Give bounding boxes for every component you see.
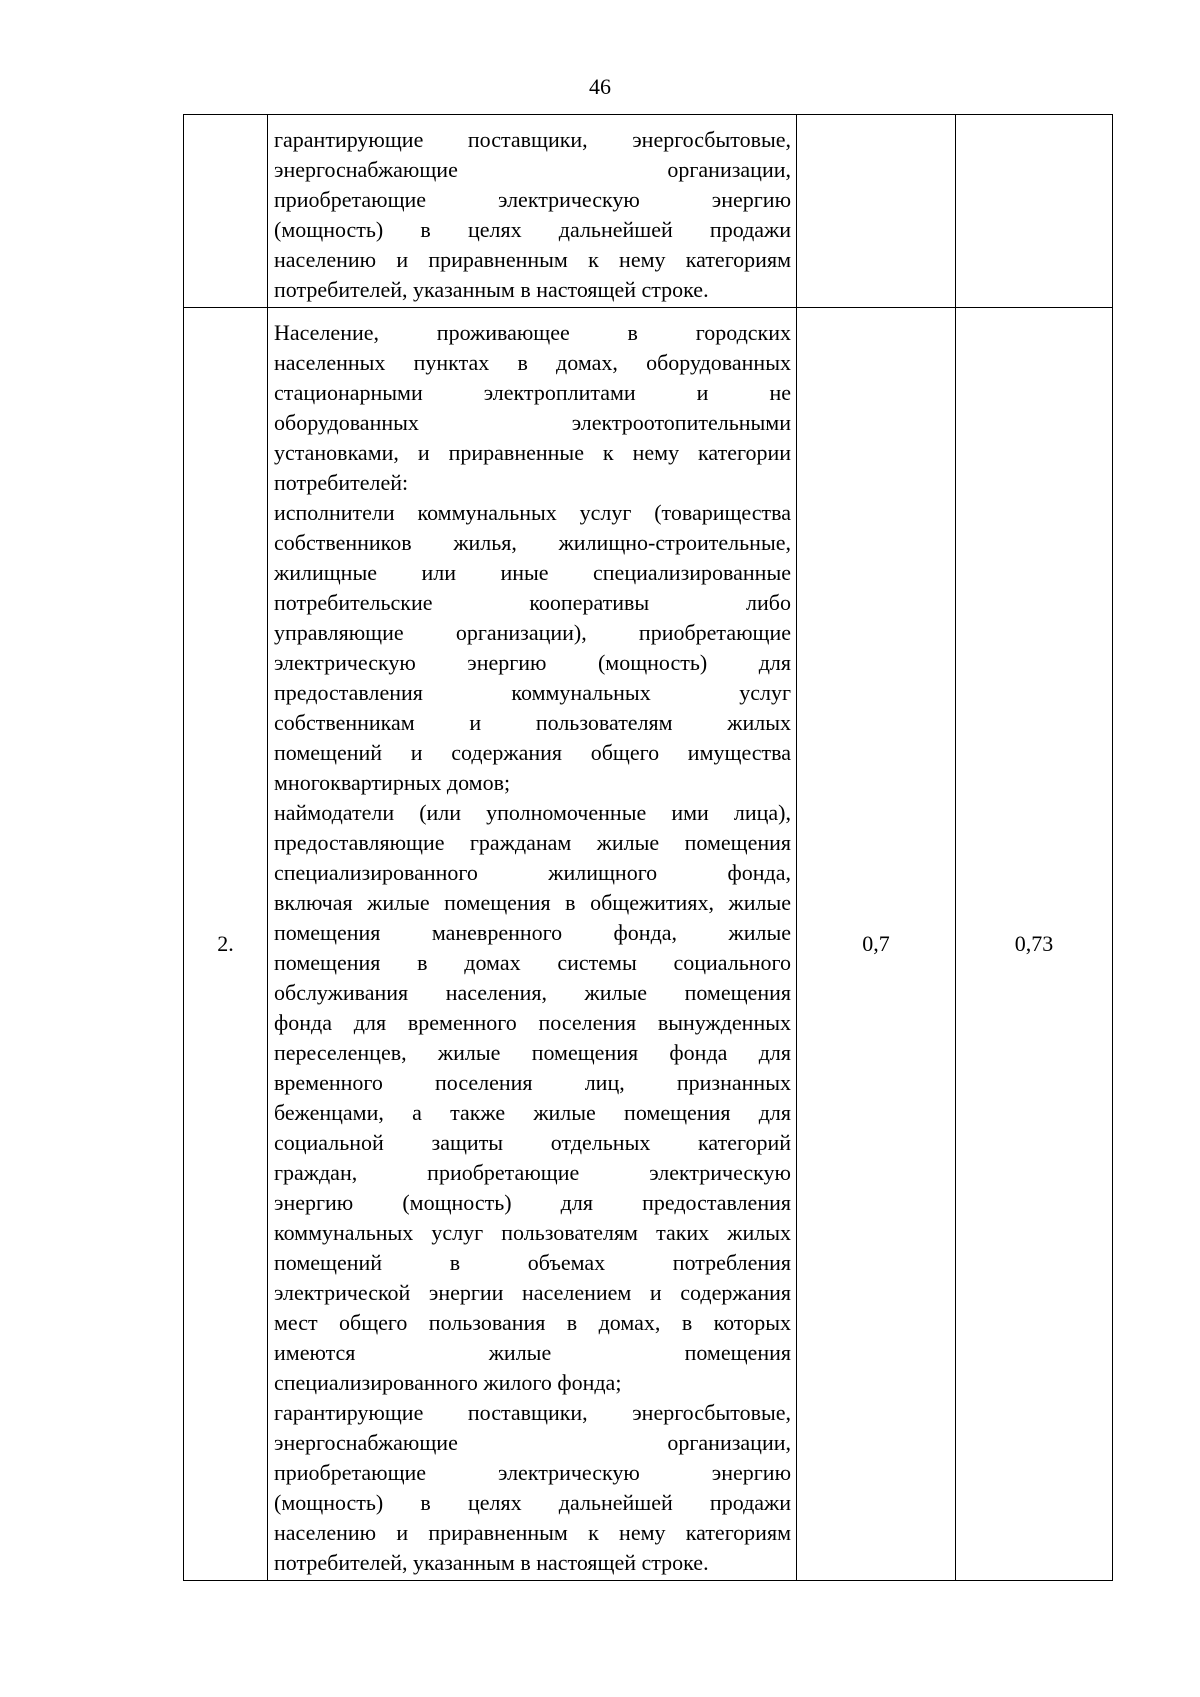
description-line: помещения в домах системы социального bbox=[274, 950, 791, 975]
description-line: установками, и приравненные к нему категории bbox=[274, 440, 791, 465]
description-line: предоставляющие гражданам жилые помещения bbox=[274, 830, 791, 855]
description-line: потребителей, указанным в настоящей строке. bbox=[274, 277, 709, 302]
description-line: специализированного жилого фонда; bbox=[274, 1370, 622, 1395]
description-line: (мощность) в целях дальнейшей продажи bbox=[274, 217, 791, 242]
description-line: предоставления коммунальных услуг bbox=[274, 680, 791, 705]
table-row bbox=[184, 308, 1113, 1581]
row-description-cell bbox=[268, 308, 797, 1581]
description-line: приобретающие электрическую энергию bbox=[274, 187, 791, 212]
description-line: имеются жилые помещения bbox=[274, 1340, 791, 1365]
description-line: переселенцев, жилые помещения фонда для bbox=[274, 1040, 791, 1065]
description-line: помещений в объемах потребления bbox=[274, 1250, 791, 1275]
value-2-cell bbox=[956, 115, 1113, 308]
description-line: включая жилые помещения в общежитиях, жилые bbox=[274, 890, 791, 915]
description-line: населению и приравненным к нему категориям bbox=[274, 247, 791, 272]
description-line: энергоснабжающие организации, bbox=[274, 157, 791, 182]
description-line: жилищные или иные специализированные bbox=[274, 560, 791, 585]
description-line: многоквартирных домов; bbox=[274, 770, 511, 795]
description-line: гарантирующие поставщики, энергосбытовые, bbox=[274, 1400, 791, 1425]
row-number-cell: 2. bbox=[184, 308, 268, 1581]
description-line: оборудованных электроотопительными bbox=[274, 410, 791, 435]
description-line: помещения маневренного фонда, жилые bbox=[274, 920, 791, 945]
description-line: энергоснабжающие организации, bbox=[274, 1430, 791, 1455]
description-line: коммунальных услуг пользователям таких жилых bbox=[274, 1220, 791, 1245]
description-line: электрическую энергию (мощность) для bbox=[274, 650, 791, 675]
description-line: мест общего пользования в домах, в которых bbox=[274, 1310, 791, 1335]
description-line: собственников жилья, жилищно-строительные, bbox=[274, 530, 791, 555]
description-line: потребителей: bbox=[274, 470, 409, 495]
description-line: Население, проживающее в городских bbox=[274, 320, 791, 345]
row-number-cell bbox=[184, 115, 268, 308]
description-line: (мощность) в целях дальнейшей продажи bbox=[274, 1490, 791, 1515]
description-line: фонда для временного поселения вынужденных bbox=[274, 1010, 791, 1035]
value-1-cell: 0,7 bbox=[797, 308, 956, 1581]
description-line: беженцами, а также жилые помещения для bbox=[274, 1100, 791, 1125]
tariff-table bbox=[183, 114, 1113, 1581]
description-line: исполнители коммунальных услуг (товарищества bbox=[274, 500, 791, 525]
description-line: социальной защиты отдельных категорий bbox=[274, 1130, 791, 1155]
description-line: электрической энергии населением и содержания bbox=[274, 1280, 791, 1305]
description-line: потребительские кооперативы либо bbox=[274, 590, 791, 615]
table-row bbox=[184, 115, 1113, 308]
description-line: энергию (мощность) для предоставления bbox=[274, 1190, 791, 1215]
value-1-cell bbox=[797, 115, 956, 308]
description-line: потребителей, указанным в настоящей строке. bbox=[274, 1550, 709, 1575]
description-line: специализированного жилищного фонда, bbox=[274, 860, 791, 885]
row-description-cell bbox=[268, 115, 797, 308]
description-line: приобретающие электрическую энергию bbox=[274, 1460, 791, 1485]
description-line: стационарными электроплитами и не bbox=[274, 380, 791, 405]
description-line: обслуживания населения, жилые помещения bbox=[274, 980, 791, 1005]
description-line: помещений и содержания общего имущества bbox=[274, 740, 791, 765]
value-2-cell: 0,73 bbox=[956, 308, 1113, 1581]
description-line: наймодатели (или уполномоченные ими лица), bbox=[274, 800, 791, 825]
description-line: собственникам и пользователям жилых bbox=[274, 710, 791, 735]
description-line: населенных пунктах в домах, оборудованных bbox=[274, 350, 791, 375]
description-line: временного поселения лиц, признанных bbox=[274, 1070, 791, 1095]
description-line: гарантирующие поставщики, энергосбытовые, bbox=[274, 127, 791, 152]
description-line: граждан, приобретающие электрическую bbox=[274, 1160, 791, 1185]
page-number: 46 bbox=[589, 74, 611, 99]
description-line: управляющие организации), приобретающие bbox=[274, 620, 791, 645]
description-line: населению и приравненным к нему категориям bbox=[274, 1520, 791, 1545]
